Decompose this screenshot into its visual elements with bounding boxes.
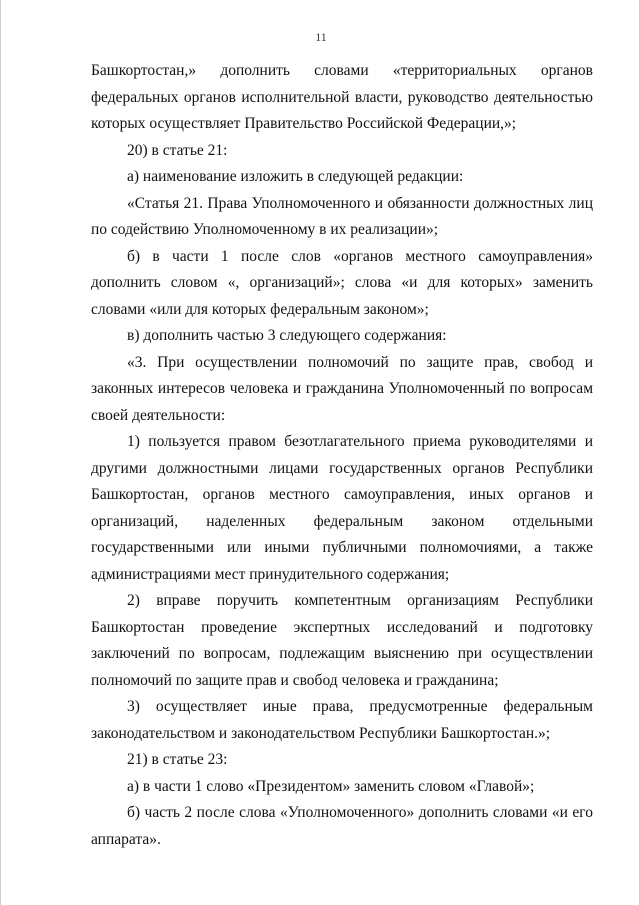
page-number: 11 bbox=[315, 30, 327, 44]
paragraph-point-3: 3) осуществляет иные права, предусмотренные федеральным законодательством и законодательством Республики Башкортостан.»; bbox=[91, 698, 593, 742]
paragraph-continuation: Башкортостан,» дополнить словами «территориальных органов федеральных органов исполнительной власти, руководство деятельностью которых осуществляет Правительство Российской Федерации,»; bbox=[91, 62, 593, 132]
paragraph-subitem-b-2: б) часть 2 после слова «Уполномоченного» дополнить словами «и его аппарата». bbox=[91, 804, 593, 848]
paragraph-point-1: 1) пользуется правом безотлагательного приема руководителями и другими должностными лицами государственных органов Республики Башкортостан, органов местного самоуправления, иных органов и организаций, наделенных федеральным законом отдельными государственными или иными публичными полномочиями, а также администрациями мест принудительного содержания; bbox=[91, 433, 593, 583]
paragraph-point-2: 2) вправе поручить компетентным организациям Республики Башкортостан проведение экспертных исследований и подготовку заключений по вопросам, подлежащим выяснению при осуществлении полномочий по защите прав и свобод человека и гражданина; bbox=[91, 592, 593, 689]
paragraph-subitem-v: в) дополнить частью 3 следующего содержания: bbox=[127, 327, 447, 344]
paragraph-subitem-a-2: а) в части 1 слово «Президентом» заменить словом «Главой»; bbox=[127, 777, 535, 795]
paragraph-item-21: 21) в статье 23: bbox=[127, 751, 228, 768]
paragraph-subitem-b: б) в части 1 после слов «органов местного самоуправления» дополнить словом «, организаций»; слова «и для которых» заменить словами «или для которых федеральным законом»; bbox=[91, 247, 593, 318]
paragraph-article-title: «Статья 21. Права Уполномоченного и обязанности должностных лиц по содействию Уполномоченному в их реализации»; bbox=[91, 194, 593, 238]
paragraph-item-20: 20) в статье 21: bbox=[127, 141, 228, 159]
document-body bbox=[91, 58, 593, 853]
paragraph-subitem-a: а) наименование изложить в следующей редакции: bbox=[127, 168, 464, 185]
paragraph-part-3: «3. При осуществлении полномочий по защите прав, свобод и законных интересов человека и гражданина Уполномоченный по вопросам своей деятельности: bbox=[91, 353, 593, 424]
